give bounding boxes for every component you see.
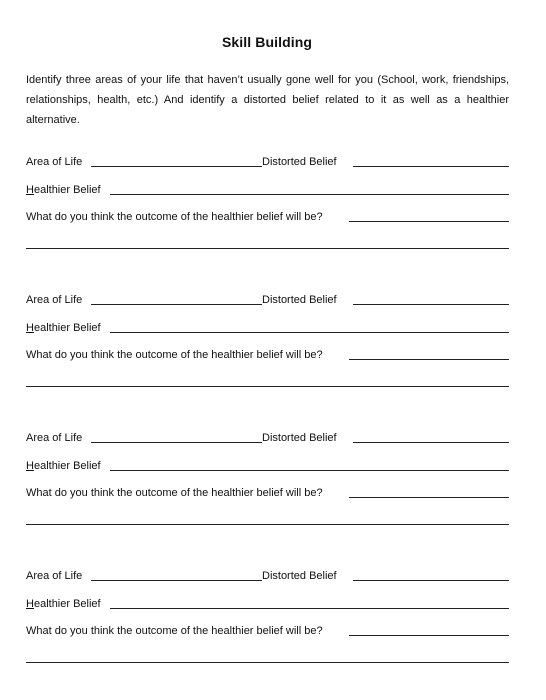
outcome-field[interactable]: [349, 359, 509, 360]
outcome-continuation-row: [26, 374, 509, 390]
distorted-belief-field[interactable]: [353, 580, 509, 581]
distorted-belief-field[interactable]: [353, 166, 509, 167]
area-of-life-label: Area of Life: [26, 432, 83, 444]
area-of-life-label: Area of Life: [26, 156, 83, 168]
distorted-belief-label: Distorted Belief: [262, 570, 337, 582]
outcome-row: [26, 347, 509, 363]
area-of-life-field[interactable]: [91, 442, 262, 443]
healthier-belief-label: Healthier Belief: [26, 460, 101, 472]
outcome-question-label: What do you think the outcome of the healthier belief will be?: [26, 349, 323, 361]
healthier-belief-field[interactable]: [110, 194, 509, 195]
healthier-belief-row: [26, 182, 509, 198]
outcome-field[interactable]: [349, 221, 509, 222]
outcome-continuation-row: [26, 650, 509, 666]
outcome-question-label: What do you think the outcome of the healthier belief will be?: [26, 211, 323, 223]
healthier-belief-row: [26, 596, 509, 612]
area-distorted-row: [26, 568, 509, 584]
belief-section-3: [26, 430, 509, 540]
outcome-question-label: What do you think the outcome of the healthier belief will be?: [26, 625, 323, 637]
healthier-belief-row: [26, 320, 509, 336]
distorted-belief-label: Distorted Belief: [262, 156, 337, 168]
distorted-belief-label: Distorted Belief: [262, 294, 337, 306]
healthier-belief-label: Healthier Belief: [26, 322, 101, 334]
healthier-belief-label: Healthier Belief: [26, 598, 101, 610]
distorted-belief-field[interactable]: [353, 304, 509, 305]
instructions-paragraph: Identify three areas of your life that haven’t usually gone well for you (School, work, friendships, relationships, health, etc.) And identify a distorted belief related to it as well as a healthier alternative.: [26, 74, 509, 126]
area-distorted-row: [26, 292, 509, 308]
outcome-field[interactable]: [349, 635, 509, 636]
area-of-life-field[interactable]: [91, 580, 262, 581]
area-distorted-row: [26, 430, 509, 446]
healthier-belief-field[interactable]: [110, 332, 509, 333]
belief-section-1: [26, 154, 509, 264]
area-distorted-row: [26, 154, 509, 170]
healthier-belief-field[interactable]: [110, 608, 509, 609]
outcome-continuation-row: [26, 512, 509, 528]
outcome-continuation-field[interactable]: [26, 662, 509, 663]
area-of-life-field[interactable]: [91, 166, 262, 167]
healthier-belief-label: Healthier Belief: [26, 184, 101, 196]
outcome-row: [26, 623, 509, 639]
outcome-row: [26, 209, 509, 225]
area-of-life-label: Area of Life: [26, 294, 83, 306]
area-of-life-label: Area of Life: [26, 570, 83, 582]
outcome-row: [26, 485, 509, 501]
area-of-life-field[interactable]: [91, 304, 262, 305]
outcome-continuation-field[interactable]: [26, 524, 509, 525]
distorted-belief-label: Distorted Belief: [262, 432, 337, 444]
distorted-belief-field[interactable]: [353, 442, 509, 443]
outcome-field[interactable]: [349, 497, 509, 498]
belief-section-4: [26, 568, 509, 678]
outcome-question-label: What do you think the outcome of the healthier belief will be?: [26, 487, 323, 499]
outcome-continuation-field[interactable]: [26, 248, 509, 249]
belief-section-2: [26, 292, 509, 402]
outcome-continuation-row: [26, 236, 509, 252]
outcome-continuation-field[interactable]: [26, 386, 509, 387]
page-title: Skill Building: [221, 34, 313, 50]
healthier-belief-row: [26, 458, 509, 474]
healthier-belief-field[interactable]: [110, 470, 509, 471]
